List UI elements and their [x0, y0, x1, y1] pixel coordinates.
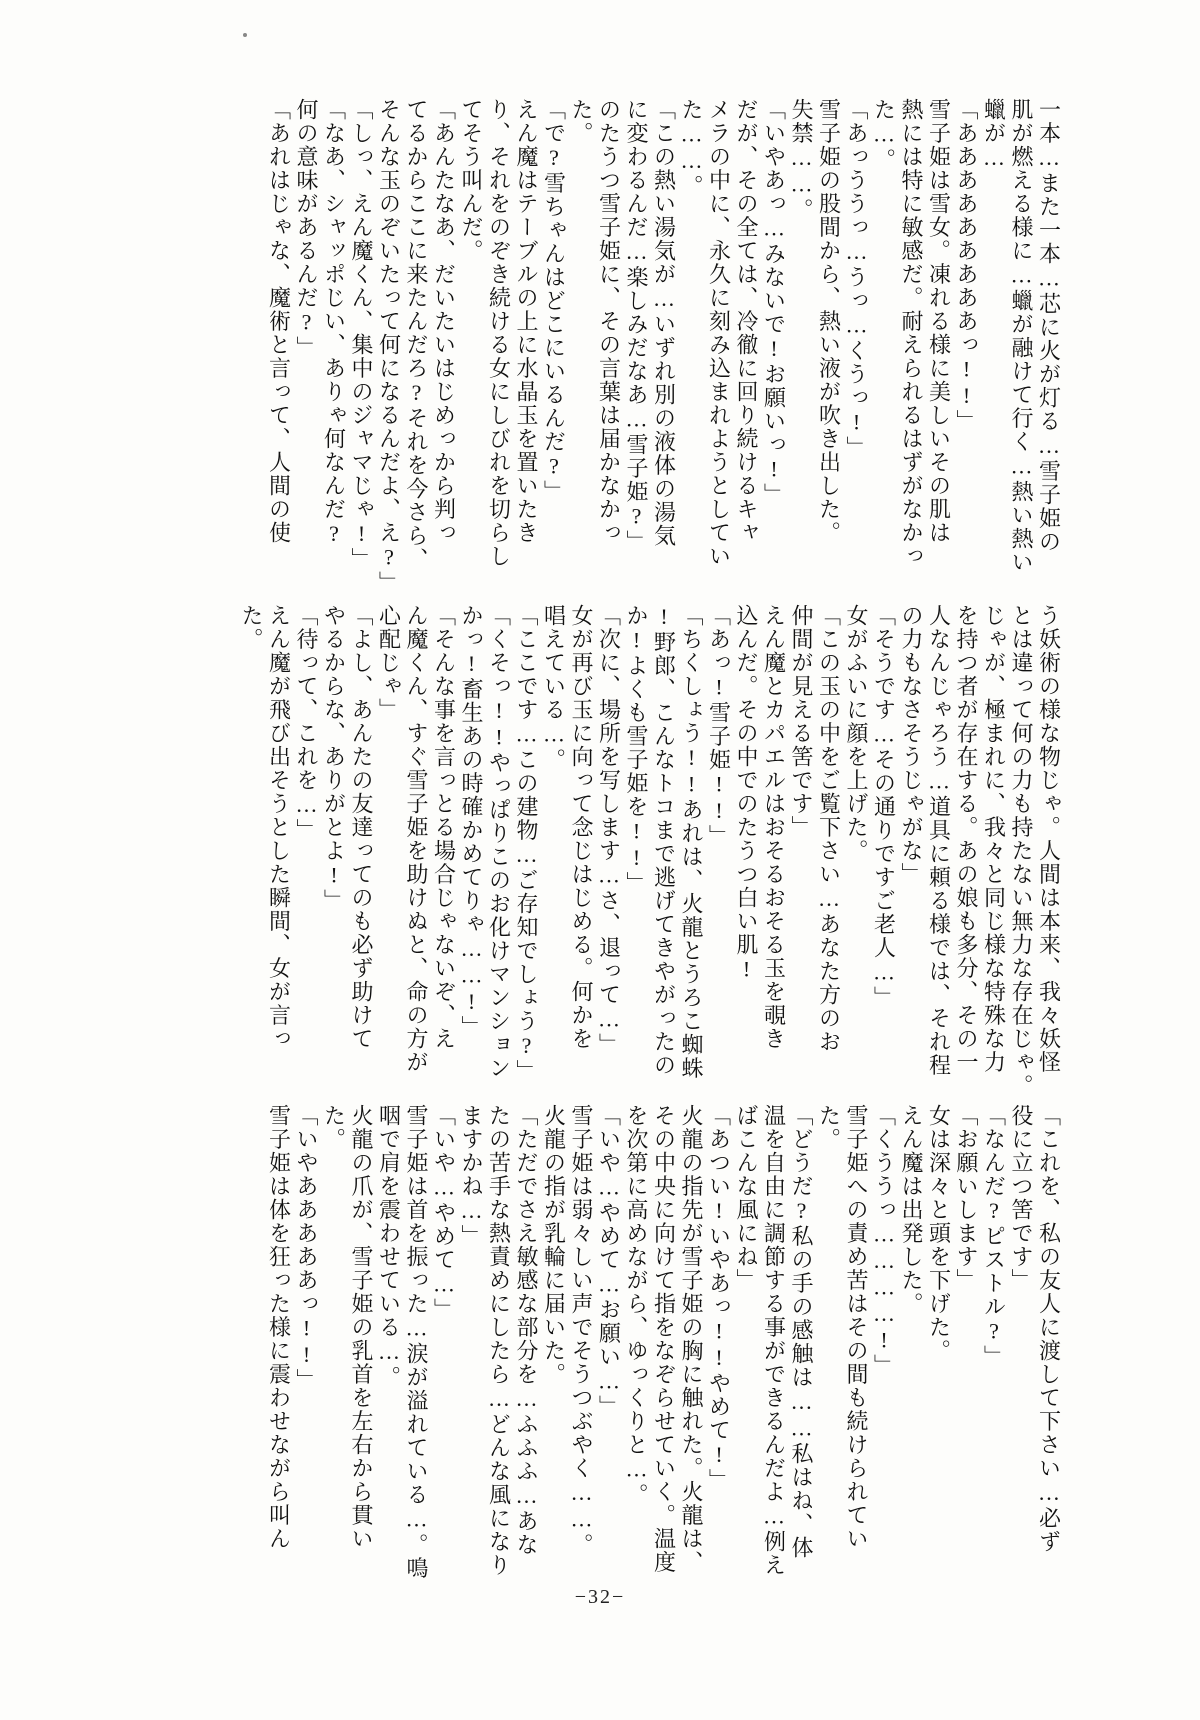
- text-column: えん魔が飛び出そうとした瞬間、女が言っ: [266, 604, 292, 1051]
- text-column: 「で?雪ちゃんはどこにいるんだ?」: [541, 98, 567, 504]
- text-column: そんな玉のぞいたって何になるんだよ、え?」: [376, 98, 402, 595]
- text-column: 雪子姫の股間から、熱い液が吹き出した。: [816, 98, 842, 545]
- text-column: 「この熱い湯気が…いずれ別の液体の湯気: [651, 98, 677, 548]
- text-column: た……。: [679, 98, 704, 198]
- text-column: 「くそっ!!やっぱりこのお化けマンション: [486, 604, 512, 1080]
- text-column: えん魔はテーブルの上に水晶玉を置いたき: [514, 98, 539, 545]
- text-column: 「しっ、えん魔くん、集中のジャマじゃ!」: [349, 98, 374, 571]
- text-column: メラの中に、永久に刻み込まれようとしてい: [706, 98, 732, 568]
- text-column: た。: [569, 98, 594, 145]
- text-column: 「よし、あんたの友達ってのも必ず助けて: [349, 604, 374, 1051]
- text-column: 「この玉の中をご覧下さい…あなた方のお: [816, 604, 842, 1054]
- text-column: 一本…また一本…芯に火が灯る…雪子姫の: [1036, 98, 1062, 554]
- text-column: 「ちくしょう!!あれは、火龍とうろこ蜘蛛: [679, 604, 704, 1080]
- text-column: 「待って、これを…」: [294, 604, 319, 842]
- text-column: 肌が燃える様に…蠟が融けて行く…熱い熱い: [1009, 98, 1034, 574]
- text-column: 「これを、私の友人に渡して下さい…必ず: [1036, 1104, 1062, 1554]
- text-column: 「あれはじゃな、魔術と言って、人間の使: [266, 98, 292, 545]
- text-column: 雪子姫は弱々しい声でそうつぶやく……。: [569, 1104, 594, 1557]
- text-column: ますかね…」: [459, 1104, 484, 1248]
- text-column: た。: [321, 1104, 347, 1151]
- text-column: 心配じゃ」: [376, 604, 402, 722]
- text-column: かっ!畜生あの時確かめてりゃ……!」: [459, 604, 484, 1039]
- scan-speck: [243, 33, 247, 37]
- text-column: てそう叫んだ。: [459, 98, 484, 263]
- text-column: 「どうだ?私の手の感触は……私はね、体: [789, 1104, 814, 1560]
- text-column: 「次に、場所を写します…さ、退って…」: [596, 604, 622, 1057]
- text-column: 女は深々と頭を下げた。: [926, 1104, 952, 1363]
- text-column: 「くううっ…………!」: [871, 1104, 897, 1378]
- text-column: 唱えている…。: [541, 604, 567, 772]
- text-column: 女が再び玉に向って念じはじめる。何かを: [569, 604, 594, 1051]
- text-column: 「あつい!いやあっ!!やめて!」: [706, 1104, 732, 1492]
- text-column: やるからな、ありがとよ!」: [321, 604, 347, 913]
- text-column: 火龍の爪が、雪子姫の乳首を左右から貫い: [349, 1104, 374, 1551]
- text-column: 「あああああああああっ!!」: [954, 98, 979, 433]
- text-band-bottom: [55, 1104, 1065, 1634]
- text-column: 込んだ。その中でのたうつ白い肌!: [734, 604, 759, 983]
- text-column: 役に立つ筈です」: [1009, 1104, 1034, 1292]
- text-column: 失禁……。: [789, 98, 814, 222]
- text-column: 温を自由に調節する事ができるんだよ…例え: [761, 1104, 787, 1577]
- text-column: だが、その全ては、冷徹に回り続けるキャ: [734, 98, 759, 545]
- text-column: り、それをのぞき続ける女にしびれを切らし: [486, 98, 512, 568]
- text-column: 「なんだ?ピストル?」: [981, 1104, 1007, 1369]
- text-column: えん魔とカパエルはおそるおそる玉を覗き: [761, 604, 787, 1051]
- text-column: の力もなさそうじゃがな」: [899, 604, 924, 886]
- text-column: 雪子姫は首を振った…涙が溢れている…。鳴: [404, 1104, 429, 1580]
- text-column: 「あっううっ…うっ…くうっ!」: [844, 98, 869, 460]
- text-column: 「いや…やめて…お願い…」: [596, 1104, 622, 1419]
- text-column: 女がふいに顔を上げた。: [844, 604, 869, 863]
- text-column: のたうつ雪子姫に、その言葉は届かなかっ: [596, 98, 622, 545]
- text-column: た。: [239, 604, 264, 651]
- text-column: その中央に向けて指をなぞらせていく。温度: [651, 1104, 677, 1574]
- text-column: ばこんな風にね」: [734, 1104, 759, 1292]
- text-column: に変わるんだ…楽しみだなあ…雪子姫?」: [624, 98, 649, 554]
- text-band-top: [55, 98, 1065, 628]
- text-column: 「なあ、シャッポじい、ありゃ何なんだ?: [321, 98, 347, 548]
- text-band-middle: [55, 604, 1065, 1134]
- text-column: ん魔くん、すぐ雪子姫を助けぬと、命の方が: [404, 604, 429, 1074]
- text-column: を次第に高めながら、ゆっくりと…。: [624, 1104, 649, 1507]
- text-column: 「お願いします」: [954, 1104, 979, 1292]
- text-column: たの苦手な熱責めにしたら…どんな風になり: [486, 1104, 512, 1577]
- text-column: 熱には特に敏感だ。耐えられるはずがなかっ: [899, 98, 924, 568]
- text-column: 「そうです…その通りですご老人…」: [871, 604, 897, 1010]
- text-column: 何の意味があるんだ?」: [294, 98, 319, 360]
- text-column: 咽で肩を震わせている…。: [376, 1104, 402, 1389]
- text-column: 雪子姫への責め苦はその間も続けられてい: [844, 1104, 869, 1551]
- text-column: 「いやあああああっ!!」: [294, 1104, 319, 1392]
- text-column: じゃが、極まれに、我々と同じ様な特殊な力: [981, 604, 1007, 1074]
- text-column: 仲間が見える筈です」: [789, 604, 814, 839]
- text-column: 「ここです…この建物…ご存知でしょう?」: [514, 604, 539, 1083]
- text-column: う妖術の様な物じゃ。人間は本来、我々妖怪: [1036, 604, 1062, 1074]
- page-number: −32−: [574, 1586, 626, 1608]
- text-column: !野郎、こんなトコまで逃げてきやがったの: [651, 604, 677, 1077]
- text-column: 人なんじゃろう…道具に頼る様では、それ程: [926, 604, 952, 1077]
- text-column: 「そんな事を言っとる場合じゃないぞ、え: [431, 604, 457, 1051]
- text-column: か!よくも雪子姫を!!」: [624, 604, 649, 895]
- text-column: 「ただでさえ敏感な部分を…ふふふ…あな: [514, 1104, 539, 1557]
- text-column: 火龍の指が乳輪に届いた。: [541, 1104, 567, 1386]
- text-column: 雪子姫は雪女。凍れる様に美しいその肌は: [926, 98, 952, 545]
- text-column: とは違って何の力も持たない無力な存在じゃ。: [1009, 604, 1034, 1098]
- text-column: た…。: [871, 98, 897, 172]
- text-column: を持つ者が存在する。あの娘も多分、その一: [954, 604, 979, 1074]
- text-column: えん魔は出発した。: [899, 1104, 924, 1316]
- text-column: 「あっ!雪子姫!!」: [706, 604, 732, 848]
- text-column: 「いやあっ…みないで!お願いっ!」: [761, 98, 787, 507]
- text-column: 「いや…やめて…」: [431, 1104, 457, 1322]
- text-column: てるからここに来たんだろ?それを今さら、: [404, 98, 429, 571]
- text-column: 火龍の指先が雪子姫の胸に触れた。火龍は、: [679, 1104, 704, 1574]
- text-column: 蠟が…: [981, 98, 1007, 172]
- text-column: た。: [816, 1104, 842, 1151]
- text-column: 雪子姫は体を狂った様に震わせながら叫ん: [266, 1104, 292, 1551]
- text-column: 「あんたなあ、だいたいはじめっから判っ: [431, 98, 457, 545]
